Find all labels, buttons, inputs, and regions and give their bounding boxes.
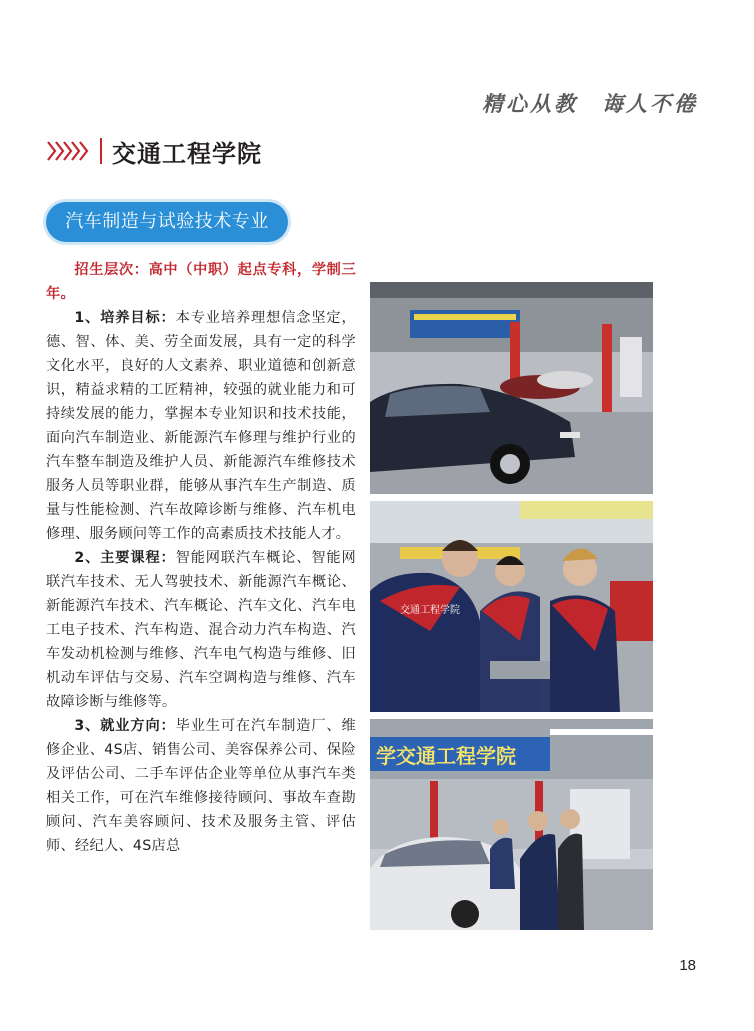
section-body: 毕业生可在汽车制造厂、维修企业、4S店、销售公司、美容保养公司、保险及评估公司、二手车评估企业等单位从事汽车类相关工作，可在汽车维修接待顾问、事故车查勘顾问、汽车美容顾问、技术及服务主管、评估师、经纪人、4S店总 bbox=[46, 718, 356, 854]
section-training-goal bbox=[46, 306, 356, 546]
enrollment-level: 招生层次：高中（中职）起点专科，学制三年。 bbox=[46, 262, 356, 302]
title-divider bbox=[100, 138, 102, 164]
photo-training-hall bbox=[370, 719, 653, 930]
section-body: 本专业培养理想信念坚定，德、智、体、美、劳全面发展，具有一定的科学文化水平，良好的人文素养、职业道德和创新意识，精益求精的工匠精神，较强的就业能力和可持续发展的能力，掌握本专业知识和技术技能，面向汽车制造业、新能源汽车修理与维护行业的汽车整车制造及维护人员、新能源汽车维修技术服务人员等职业群，能够从事汽车生产制造、质量与性能检测、汽车故障诊断与维修、汽车机电修理、服务顾问等工作的高素质技术技能人才。 bbox=[46, 310, 356, 542]
section-header bbox=[46, 133, 262, 169]
section-main-courses bbox=[46, 546, 356, 714]
section-employment bbox=[46, 714, 356, 858]
photo-sign-text: 交通工程学院 bbox=[400, 605, 460, 616]
section-heading: 3、就业方向： bbox=[74, 718, 176, 734]
page-title: 交通工程学院 bbox=[112, 139, 262, 168]
photo-car-showroom bbox=[370, 282, 653, 494]
photo-student-practice bbox=[370, 501, 653, 712]
section-heading: 1、培养目标： bbox=[74, 310, 176, 326]
page-number: 18 bbox=[679, 957, 696, 974]
chevron-arrows-icon bbox=[46, 140, 90, 162]
section-heading: 2、主要课程： bbox=[74, 550, 176, 566]
body-text bbox=[46, 258, 356, 858]
section-body: 智能网联汽车概论、智能网联汽车技术、无人驾驶技术、新能源汽车概论、新能源汽车技术、汽车概论、汽车文化、汽车电工电子技术、汽车构造、混合动力汽车构造、汽车发动机检测与维修、汽车电气构造与维修、旧机动车评估与交易、汽车空调构造与维修、汽车故障诊断与维修等。 bbox=[46, 550, 356, 710]
photo-column bbox=[370, 282, 653, 937]
motto: 精心从教 诲人不倦 bbox=[482, 91, 698, 116]
photo-sign-text: 学交通工程学院 bbox=[376, 744, 516, 768]
major-name-badge: 汽车制造与试验技术专业 bbox=[46, 202, 288, 242]
